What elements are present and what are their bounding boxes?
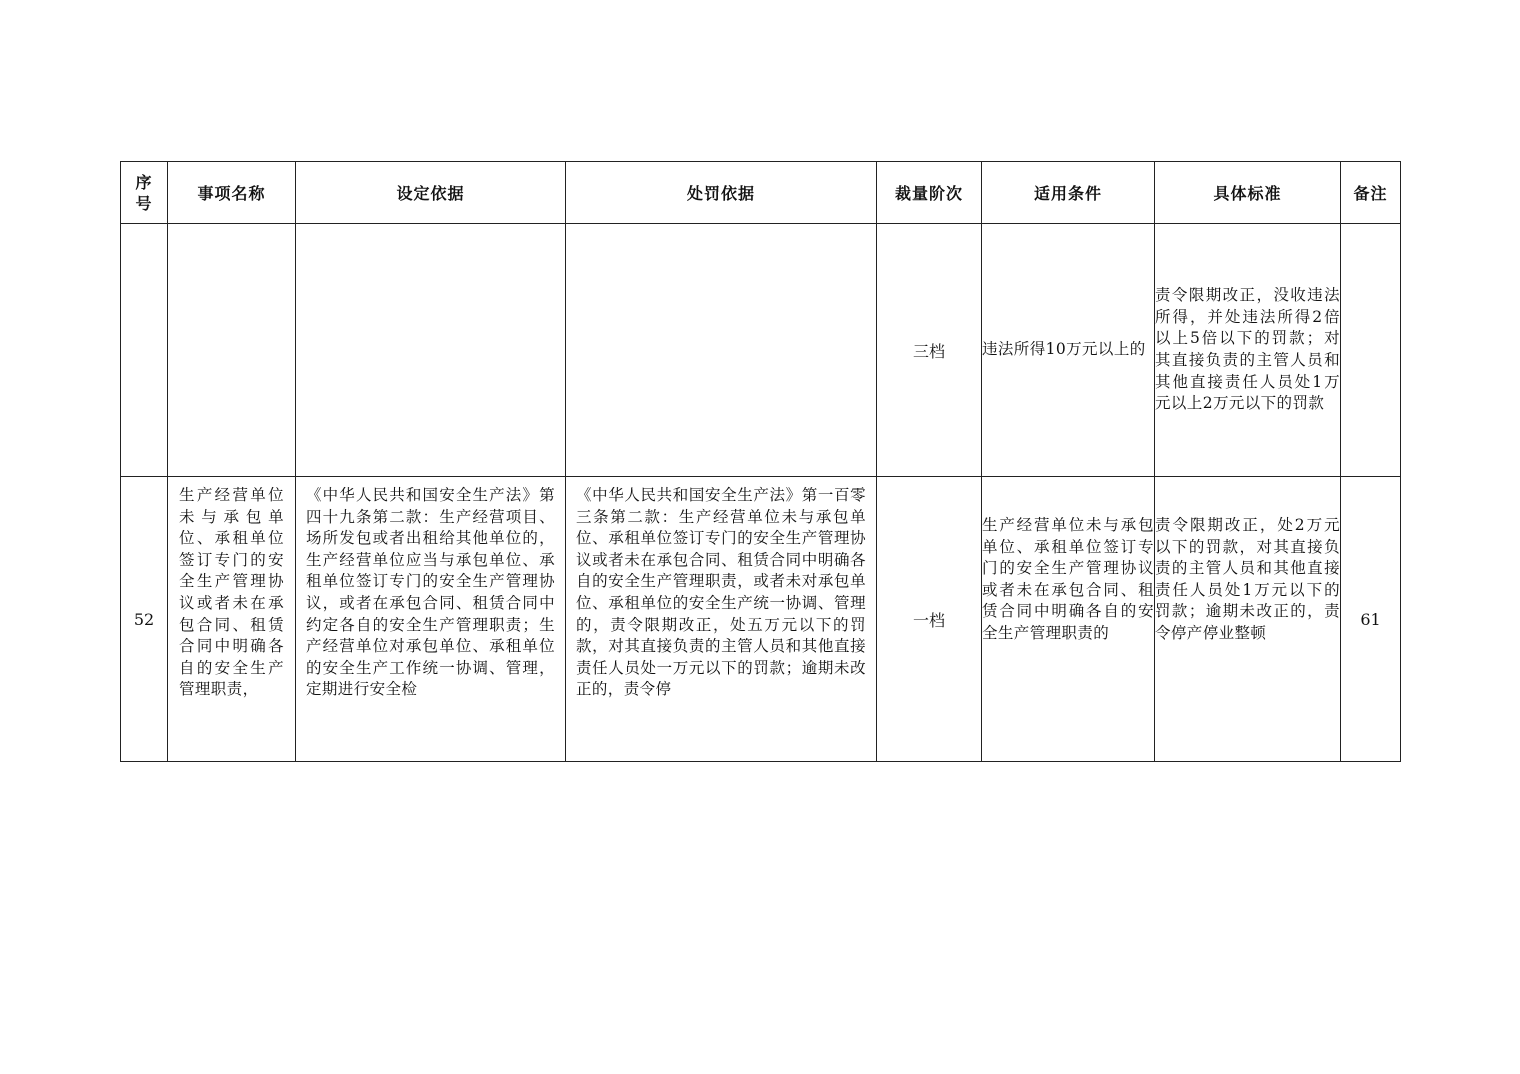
cell-remark: 61 <box>1341 477 1401 762</box>
header-condition: 适用条件 <box>982 162 1155 224</box>
cell-standard: 责令限期改正，没收违法所得，并处违法所得2倍以上5倍以下的罚款；对其直接负责的主管人员和其他直接责任人员处1万元以上2万元以下的罚款 <box>1155 224 1341 477</box>
cell-basis <box>296 477 566 762</box>
header-remark: 备注 <box>1341 162 1401 224</box>
table-row <box>121 224 1401 477</box>
header-item-name: 事项名称 <box>168 162 296 224</box>
cell-level: 一档 <box>877 477 982 762</box>
cell-basis <box>296 224 566 477</box>
header-standard: 具体标准 <box>1155 162 1341 224</box>
cell-seq: 52 <box>121 477 168 762</box>
header-seq <box>121 162 168 224</box>
cell-item-name-text: 生产经营单位未与承包单位、承租单位签订专门的安全生产管理协议或者未在承包合同、租赁合同中明确各自的安全生产管理职责， <box>179 486 284 699</box>
cell-basis-text: 《中华人民共和国安全生产法》第四十九条第二款：生产经营项目、场所发包或者出租给其他单位的，生产经营单位应当与承包单位、承租单位签订专门的安全生产管理协议，或者在承包合同、租赁合同中约定各自的安全生产管理职责；生产经营单位对承包单位、承租单位的安全生产工作统一协调、管理，定期进行安全检 <box>306 486 555 699</box>
header-seq-label: 序 号 <box>135 172 153 213</box>
cell-item-name <box>168 477 296 762</box>
cell-penalty-basis <box>566 224 877 477</box>
cell-standard: 责令限期改正，处2万元以下的罚款，对其直接负责的主管人员和其他直接责任人员处1万元以下的罚款；逾期未改正的，责令停产停业整顿 <box>1155 477 1341 762</box>
table-header-row <box>121 162 1401 224</box>
cell-item-name <box>168 224 296 477</box>
header-penalty-basis: 处罚依据 <box>566 162 877 224</box>
cell-condition: 违法所得10万元以上的 <box>982 224 1155 477</box>
cell-condition: 生产经营单位未与承包单位、承租单位签订专门的安全生产管理协议或者未在承包合同、租赁合同中明确各自的安全生产管理职责的 <box>982 477 1155 762</box>
cell-penalty-basis-text: 《中华人民共和国安全生产法》第一百零三条第二款：生产经营单位未与承包单位、承租单位签订专门的安全生产管理协议或者未在承包合同、租赁合同中明确各自的安全生产管理职责，或者未对承包单位、承租单位的安全生产统一协调、管理的，责令限期改正，处五万元以下的罚款，对其直接负责的主管人员和其他直接责任人员处一万元以下的罚款；逾期未改正的，责令停 <box>576 486 866 699</box>
penalty-discretion-table <box>120 161 1401 762</box>
table-row <box>121 477 1401 762</box>
header-level: 裁量阶次 <box>877 162 982 224</box>
header-basis: 设定依据 <box>296 162 566 224</box>
cell-level: 三档 <box>877 224 982 477</box>
regulation-table-page <box>120 161 1400 727</box>
cell-penalty-basis <box>566 477 877 762</box>
cell-remark <box>1341 224 1401 477</box>
cell-seq <box>121 224 168 477</box>
